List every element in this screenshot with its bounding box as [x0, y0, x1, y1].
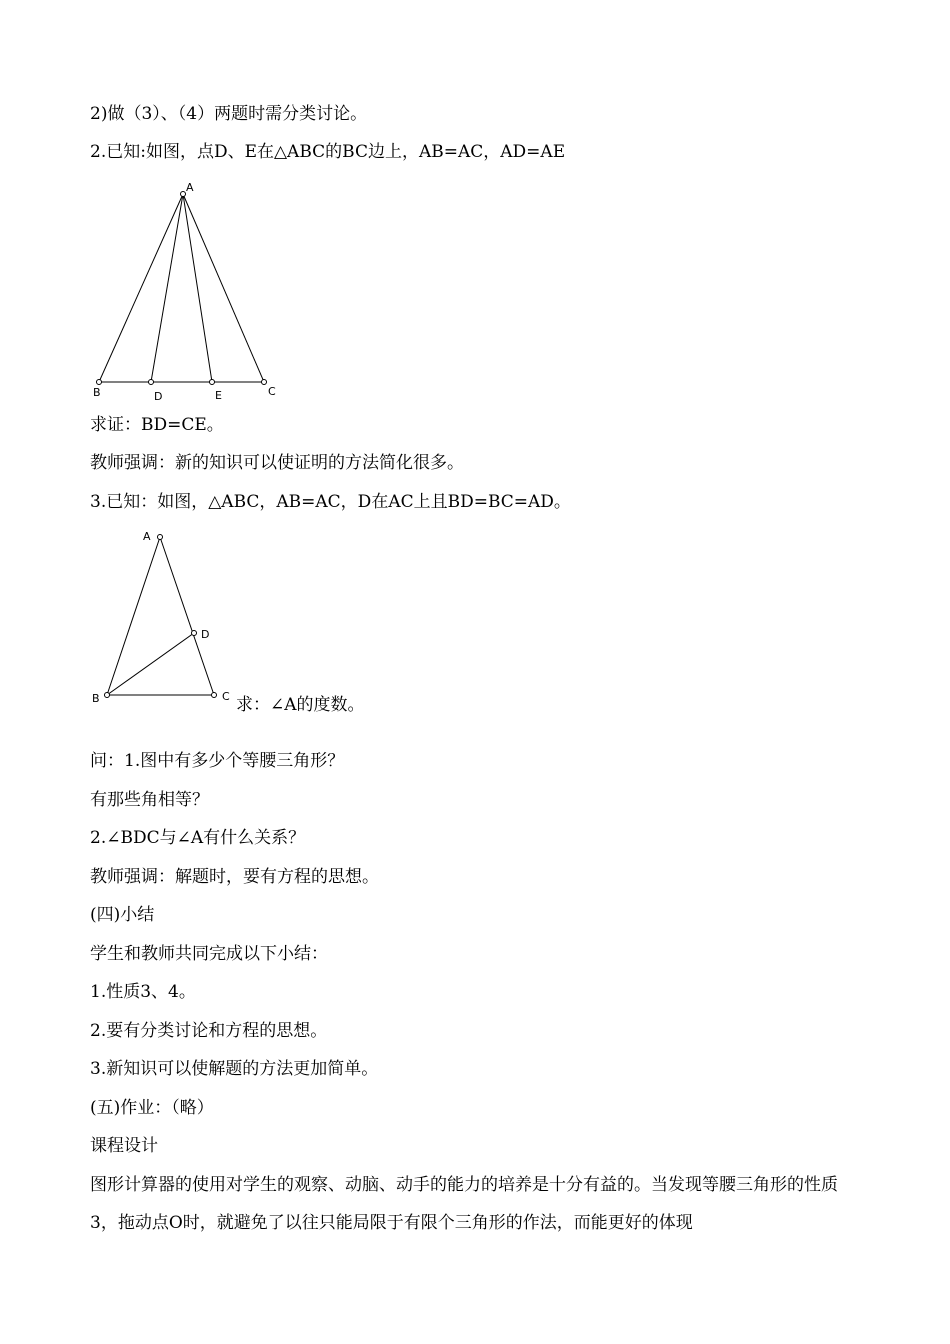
- summary-item-2: 2.要有分类讨论和方程的思想。: [90, 1021, 328, 1041]
- figure-triangle-abc-d: [90, 528, 250, 713]
- teacher-note-2: 教师强调：解题时，要有方程的思想。: [90, 867, 379, 887]
- label-a: A: [186, 181, 194, 194]
- section-heading-course-design: 课程设计: [90, 1136, 158, 1156]
- problem-3-statement: 3.已知：如图，△ABC，AB=AC，D在AC上且BD=BC=AD。: [90, 492, 571, 512]
- label-c: C: [222, 690, 230, 703]
- figure-triangle-abc-de: [90, 180, 290, 405]
- prove-statement: 求证：BD=CE。: [90, 415, 224, 435]
- label-a: A: [143, 530, 151, 543]
- summary-item-1: 1.性质3、4。: [90, 982, 196, 1002]
- problem-2-statement: 2.已知:如图，点D、E在△ABC的BC边上，AB=AC，AD=AE: [90, 142, 566, 162]
- label-d: D: [154, 390, 163, 403]
- summary-item-3: 3.新知识可以使解题的方法更加简单。: [90, 1059, 379, 1079]
- label-b: B: [92, 692, 100, 705]
- question-1-sub: 有那些角相等？: [90, 790, 209, 810]
- summary-intro: 学生和教师共同完成以下小结：: [90, 944, 328, 964]
- course-design-paragraph: 图形计算器的使用对学生的观察、动脑、动手的能力的培养是十分有益的。当发现等腰三角形的性质3，拖动点O时，就避免了以往只能局限于有限个三角形的作法，而能更好的体现: [90, 1175, 838, 1233]
- section-heading-homework: (五)作业：（略）: [90, 1098, 214, 1118]
- question-1: 问：1.图中有多少个等腰三角形？: [90, 751, 345, 771]
- label-b: B: [93, 386, 101, 399]
- text-line: 2)做（3）、（4）两题时需分类讨论。: [90, 104, 368, 124]
- question-2: 2.∠BDC与∠A有什么关系？: [90, 828, 306, 848]
- find-statement: 求：∠A的度数。: [236, 695, 365, 715]
- label-d: D: [201, 628, 210, 641]
- section-heading-summary: (四)小结: [90, 905, 155, 925]
- label-e: E: [215, 389, 222, 402]
- teacher-note-1: 教师强调：新的知识可以使证明的方法简化很多。: [90, 453, 464, 473]
- label-c: C: [268, 385, 276, 398]
